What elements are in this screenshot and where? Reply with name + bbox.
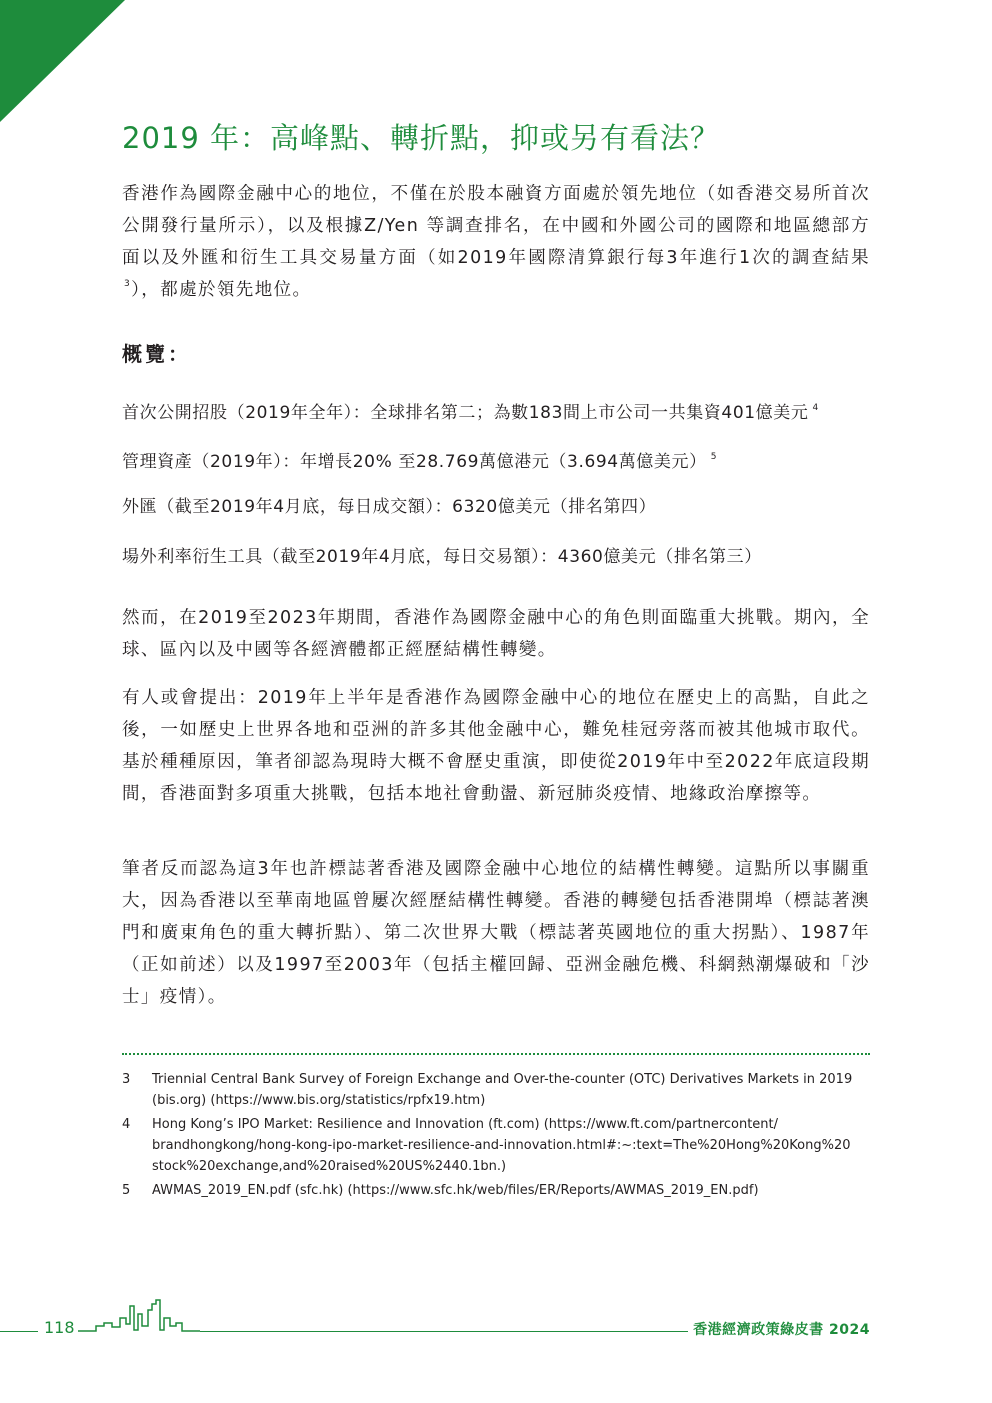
overview-item: 場外利率衍生工具（截至2019年4月底，每日交易額）：4360億美元（排名第三） bbox=[122, 547, 762, 567]
intro-paragraph bbox=[122, 178, 870, 306]
footnote bbox=[122, 1114, 870, 1177]
page-number: 118 bbox=[44, 1318, 75, 1337]
footnote-ref-4: 4 bbox=[812, 403, 819, 413]
footnote-ref-5: 5 bbox=[710, 452, 718, 462]
footnote-number: 5 bbox=[122, 1183, 131, 1198]
footnote bbox=[122, 1069, 870, 1111]
body-paragraph: 然而，在2019至2023年期間，香港作為國際金融中心的角色則面臨重大挑戰。期內，全球、區內以及中國等各經濟體都正經歷結構性轉變。 bbox=[122, 608, 870, 660]
footer-rule-right bbox=[200, 1331, 688, 1332]
footnote-ref-3: 3 bbox=[124, 279, 132, 289]
footer-rule-left bbox=[0, 1331, 38, 1332]
footnote-number: 4 bbox=[122, 1117, 131, 1132]
overview-heading: 概覽： bbox=[122, 342, 191, 366]
overview-item: 管理資產（2019年）：年增長20% 至28.769萬億港元（3.694萬億美元） $^5$ bbox=[122, 452, 718, 472]
footnote-number: 3 bbox=[122, 1072, 131, 1087]
section-title: 2019 年：高峰點、轉折點，抑或另有看法？ bbox=[122, 121, 721, 155]
footnote-text: Hong Kong’s IPO Market: Resilience and Innovation (ft.com) (https://www.ft.com/partnercontent/ brandhongkong/hong-kong-ipo-market-resilience-and-innovation.html#:~:text=The%20Hong%20Kong%20 stock%20exchange,and%20raised%20US%2440.1bn.) bbox=[152, 1117, 851, 1174]
publication-title: 香港經濟政策綠皮書 2024 bbox=[693, 1322, 870, 1338]
overview-item: 外匯（截至2019年4月底，每日成交額）：6320億美元（排名第四） bbox=[122, 497, 657, 517]
body-paragraph: 筆者反而認為這3年也許標誌著香港及國際金融中心地位的結構性轉變。這點所以事關重大，因為香港以至華南地區曾屢次經歷結構性轉變。香港的轉變包括香港開埠（標誌著澳門和廣東角色的重大轉折點）、第二次世界大戰（標誌著英國地位的重大拐點）、1987年（正如前述）以及1997至2003年（包括主權回歸、亞洲金融危機、科網熱潮爆破和「沙士」疫情）。 bbox=[122, 859, 870, 1007]
footnote bbox=[122, 1180, 870, 1201]
body-paragraph: 有人或會提出：2019年上半年是香港作為國際金融中心的地位在歷史上的高點，自此之後，一如歷史上世界各地和亞洲的許多其他金融中心，難免桂冠旁落而被其他城市取代。基於種種原因，筆者卻認為現時大概不會歷史重演，即使從2019年中至2022年底這段期間，香港面對多項重大挑戰，包括本地社會動盪、新冠肺炎疫情、地緣政治摩擦等。 bbox=[122, 688, 870, 804]
city-skyline-icon bbox=[78, 1296, 200, 1336]
corner-triangle-decoration bbox=[0, 0, 130, 125]
footnote-text: Triennial Central Bank Survey of Foreign Exchange and Over-the-counter (OTC) Derivatives Markets in 2019 (bis.org) (https://www.bis.org/statistics/rpfx19.htm) bbox=[152, 1072, 853, 1108]
overview-item: 首次公開招股（2019年全年）：全球排名第二；為數183間上市公司一共集資401億美元 $^4$ bbox=[122, 403, 819, 423]
footnote-text: AWMAS_2019_EN.pdf (sfc.hk) (https://www.sfc.hk/web/files/ER/Reports/AWMAS_2019_EN.pdf) bbox=[152, 1183, 759, 1198]
intro-text-end: ），都處於領先地位。 bbox=[131, 280, 312, 300]
intro-text: 香港作為國際金融中心的地位，不僅在於股本融資方面處於領先地位（如香港交易所首次公開發行量所示），以及根據Z/Yen 等調查排名，在中國和外國公司的國際和地區總部方面以及外匯和衍生工具交易量方面（如2019年國際清算銀行每3年進行1次的調查結果 bbox=[122, 184, 870, 268]
footnote-divider bbox=[122, 1053, 870, 1055]
